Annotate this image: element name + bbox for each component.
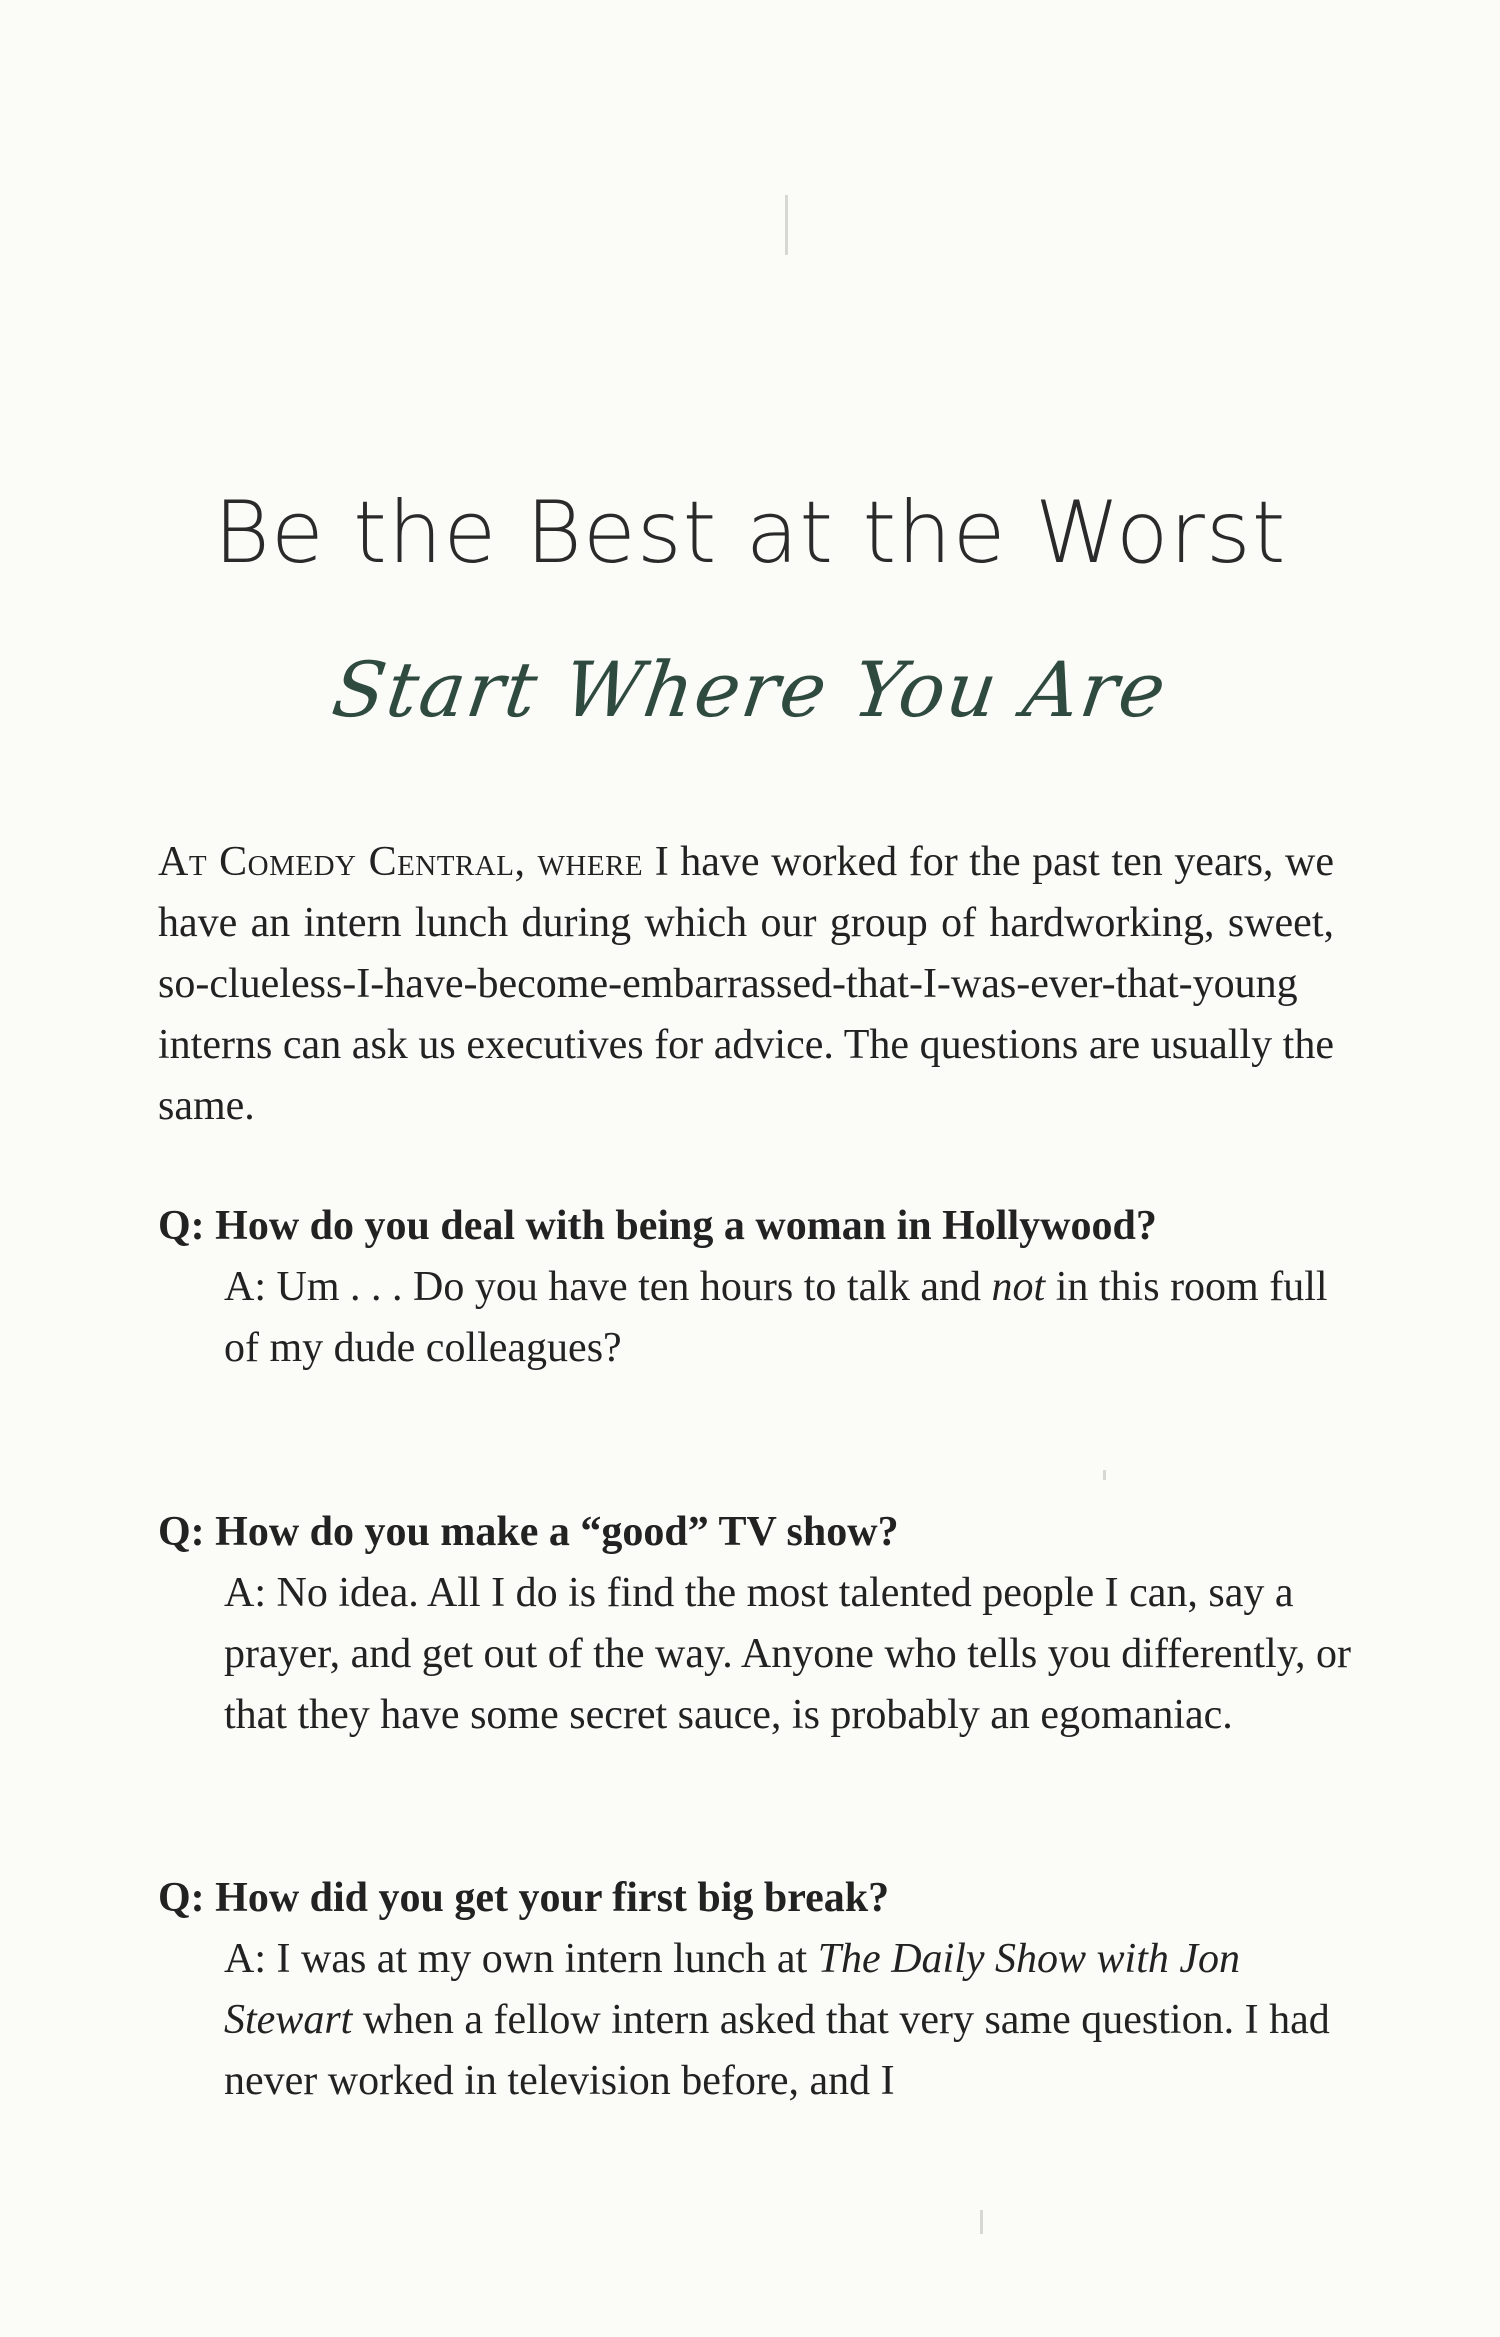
answer-1	[158, 1257, 1358, 1379]
scan-speck	[1103, 1470, 1106, 1480]
answer-1-text-a: A: Um . . . Do you have ten hours to talk and	[224, 1264, 992, 1310]
qa-block-2	[158, 1502, 1358, 1746]
answer-3	[158, 1929, 1358, 2112]
question-1: Q: How do you deal with being a woman in Hollywood?	[158, 1203, 1157, 1249]
chapter-title: Be the Best at the Worst	[213, 483, 1287, 583]
qa-block-3	[158, 1868, 1358, 2112]
intro-lead-smallcaps: At Comedy Central, where	[158, 839, 644, 885]
intro-text: I have worked for the past ten years, we have an intern lunch during which our group of hardworking, sweet, so-clueless-I-have-become-embarrassed-that-I-was-ever-that-young interns can ask us executives for advice. The questions are usually the same.	[158, 839, 1334, 1129]
answer-1-text-b: in this room full of my dude colleagues?	[224, 1264, 1328, 1371]
intro-paragraph	[158, 832, 1334, 1137]
answer-2: A: No idea. All I do is find the most talented people I can, say a prayer, and get out of the way. Anyone who tells you differently, or that they have some secret sauce, is probably an egomaniac.	[224, 1570, 1351, 1738]
chapter-subtitle: Start Where You Are	[327, 645, 1173, 734]
qa-block-1	[158, 1196, 1358, 1379]
question-2: Q: How do you make a “good” TV show?	[158, 1509, 899, 1555]
scan-speck	[785, 195, 788, 255]
question-3: Q: How did you get your first big break?	[158, 1875, 890, 1921]
answer-3-text-a: A: I was at my own intern lunch at	[224, 1936, 818, 1982]
answer-3-emphasis: The Daily Show with Jon Stewart	[224, 1936, 1241, 2043]
answer-1-emphasis: not	[991, 1264, 1046, 1310]
answer-3-text-b: when a fellow intern asked that very same question. I had never worked in television before, and I	[224, 1997, 1330, 2104]
scan-speck	[980, 2210, 983, 2234]
